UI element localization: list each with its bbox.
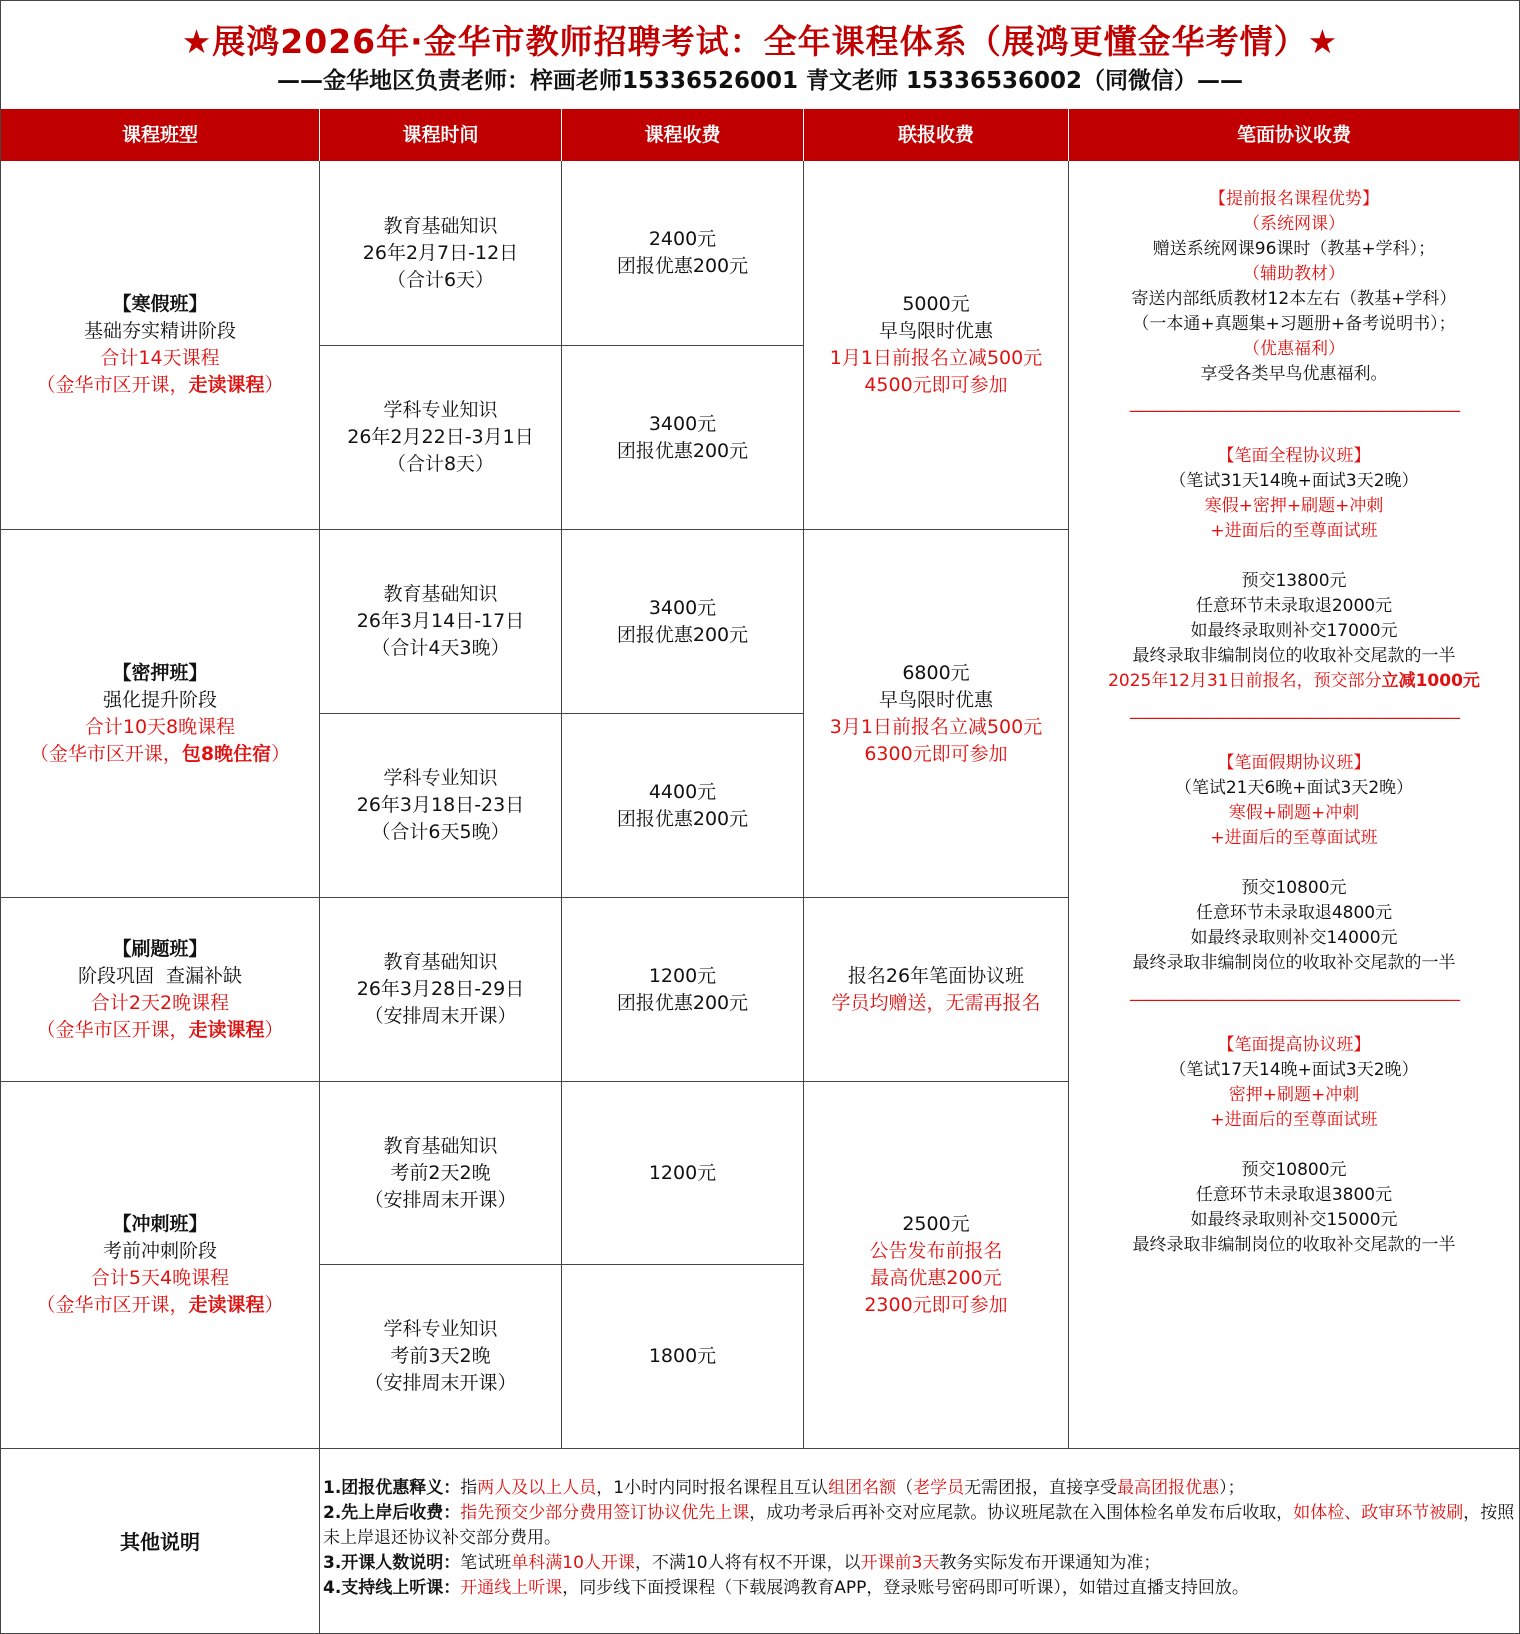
section-divider: —————————————————————— xyxy=(1129,990,1459,1010)
class-stage: 基础夯实精讲阶段 xyxy=(83,320,236,342)
notes-body xyxy=(323,1476,1515,1601)
agreement-fee-column xyxy=(1069,161,1519,1448)
col-header-combo-fee: 联报收费 xyxy=(804,109,1069,161)
class-location: （金华市区开课，走读课程） xyxy=(36,374,284,396)
table-header xyxy=(1,109,1519,161)
early-benefits: 【提前报名课程优势】 （系统网课） 赠送系统网课96课时（教基+学科）； （辅助教材） 寄送内部纸质教材12本左右（教基+学科） （一本通+真题集+习题册+备考说明书）； （优惠福利） 享受各类早鸟优惠福利。 xyxy=(1131,189,1457,384)
notes-label: 其他说明 xyxy=(120,1530,200,1554)
session-fee: 1800元 xyxy=(648,1345,717,1367)
class-cell-winter xyxy=(1,161,319,529)
class-total: 合计14天课程 xyxy=(100,347,220,369)
section-divider: —————————————————————— xyxy=(1129,401,1459,421)
class-stage: 强化提升阶段 xyxy=(102,688,217,711)
class-total: 合计2天2晚课程 xyxy=(90,991,230,1014)
class-cell-sprint xyxy=(1,1082,319,1448)
note-item: 2.先上岸后收费：指先预交少部分费用签订协议优先上课，成功考录后再补交对应尾款。协议班尾款在入围体检名单发布后收取，如体检、政审环节被刷，按照未上岸退还协议补交部分费用。 xyxy=(323,1503,1515,1548)
title-block xyxy=(1,1,1519,110)
contact-line: ——金华地区负责老师：梓画老师15336526001 青文老师 15336536002（同微信）—— xyxy=(276,68,1244,94)
class-name: 【刷题班】 xyxy=(112,937,208,960)
class-cell-practice xyxy=(1,898,319,1081)
class-location: （金华市区开课，包8晚住宿） xyxy=(29,742,291,765)
col-header-agreement-fee: 笔面协议收费 xyxy=(1236,124,1351,146)
session-time: 教育基础知识 26年3月14日-17日 （合计4天3晚） xyxy=(356,583,525,659)
session-time: 学科专业知识 26年3月18日-23日 （合计6天5晚） xyxy=(356,767,525,843)
col-header-time: 课程时间 xyxy=(320,109,562,161)
session-time: 学科专业知识 考前3天2晚 （安排周末开课） xyxy=(364,1318,517,1394)
session-fee: 3400元 团报优惠200元 xyxy=(616,596,749,646)
note-item: 3.开课人数说明：笔试班单科满10人开课，不满10人将有权不开课，以开课前3天教务实际发布开课通知为准； xyxy=(323,1553,1161,1573)
class-stage: 阶段巩固 查漏补缺 xyxy=(77,964,243,987)
note-item: 1.团报优惠释义：指两人及以上人员，1小时内同时报名课程且互认组团名额（老学员无需团报，直接享受最高团报优惠）； xyxy=(323,1478,1245,1498)
session-fee: 1200元 xyxy=(648,1161,717,1184)
session-fee: 2400元 团报优惠200元 xyxy=(616,228,749,277)
combo-fee-sprint: 2500元 公告发布前报名 最高优惠200元 2300元即可参加 xyxy=(864,1213,1008,1316)
combo-fee-intensive: 6800元 早鸟限时优惠 3月1日前报名立减500元 6300元即可参加 xyxy=(829,661,1043,765)
class-location: （金华市区开课，走读课程） xyxy=(36,1018,284,1041)
note-item: 4.支持线上听课：开通线上听课，同步线下面授课程（下载展鸿教育APP，登录账号密码即可听课），如错过直播支持回放。 xyxy=(323,1578,1249,1598)
class-cell-intensive xyxy=(1,530,319,897)
class-stage: 考前冲刺阶段 xyxy=(102,1240,217,1262)
combo-fee-winter: 5000元 早鸟限时优惠 1月1日前报名立减500元 4500元即可参加 xyxy=(829,293,1043,396)
session-time: 教育基础知识 26年3月28日-29日 （安排周末开课） xyxy=(356,951,525,1027)
session-fee: 1200元 团报优惠200元 xyxy=(616,964,749,1014)
combo-fee-practice: 报名26年笔面协议班 学员均赠送，无需再报名 xyxy=(831,964,1041,1014)
class-name: 【密押班】 xyxy=(112,661,208,684)
class-location: （金华市区开课，走读课程） xyxy=(36,1294,284,1316)
session-fee: 3400元 团报优惠200元 xyxy=(616,412,749,462)
class-name: 【寒假班】 xyxy=(112,293,208,315)
col-header-fee: 课程收费 xyxy=(562,109,804,161)
class-name: 【冲刺班】 xyxy=(112,1213,208,1235)
session-time: 教育基础知识 考前2天2晚 （安排周末开课） xyxy=(364,1134,517,1211)
class-total: 合计10天8晚课程 xyxy=(84,715,236,738)
session-time: 教育基础知识 26年2月7日-12日 （合计6天） xyxy=(362,214,519,291)
boost-agreement-class: 【笔面提高协议班】 （笔试17天14晚+面试3天2晚） 密押+刷题+冲刺 +进面后的至尊面试班 预交10800元 任意环节未录取退3800元 如最终录取则补交15000元 最终录取非编制岗位的收取补交尾款的一半 xyxy=(1132,1035,1456,1255)
session-time: 学科专业知识 26年2月22日-3月1日 （合计8天） xyxy=(347,399,534,475)
session-fee: 4400元 团报优惠200元 xyxy=(616,780,749,830)
section-divider: —————————————————————— xyxy=(1129,708,1459,728)
class-total: 合计5天4晚课程 xyxy=(90,1267,230,1289)
col-header-class-type: 课程班型 xyxy=(1,109,320,161)
holiday-agreement-class: 【笔面假期协议班】 （笔试21天6晚+面试3天2晚） 寒假+刷题+冲刺 +进面后的至尊面试班 预交10800元 任意环节未录取退4800元 如最终录取则补交14000元 最终录取非编制岗位的收取补交尾款的一半 xyxy=(1132,753,1456,973)
full-agreement-class: 【笔面全程协议班】 （笔试31天14晚+面试3天2晚） 寒假+密押+刷题+冲刺 +进面后的至尊面试班 预交13800元 任意环节未录取退2000元 如最终录取则补交17000元 最终录取非编制岗位的收取补交尾款的一半 2025年12月31日前报名，预交部分立减1000元 xyxy=(1108,446,1480,691)
page-title: ★展鸿2026年·金华市教师招聘考试：全年课程体系（展鸿更懂金华考情）★ xyxy=(181,22,1339,61)
